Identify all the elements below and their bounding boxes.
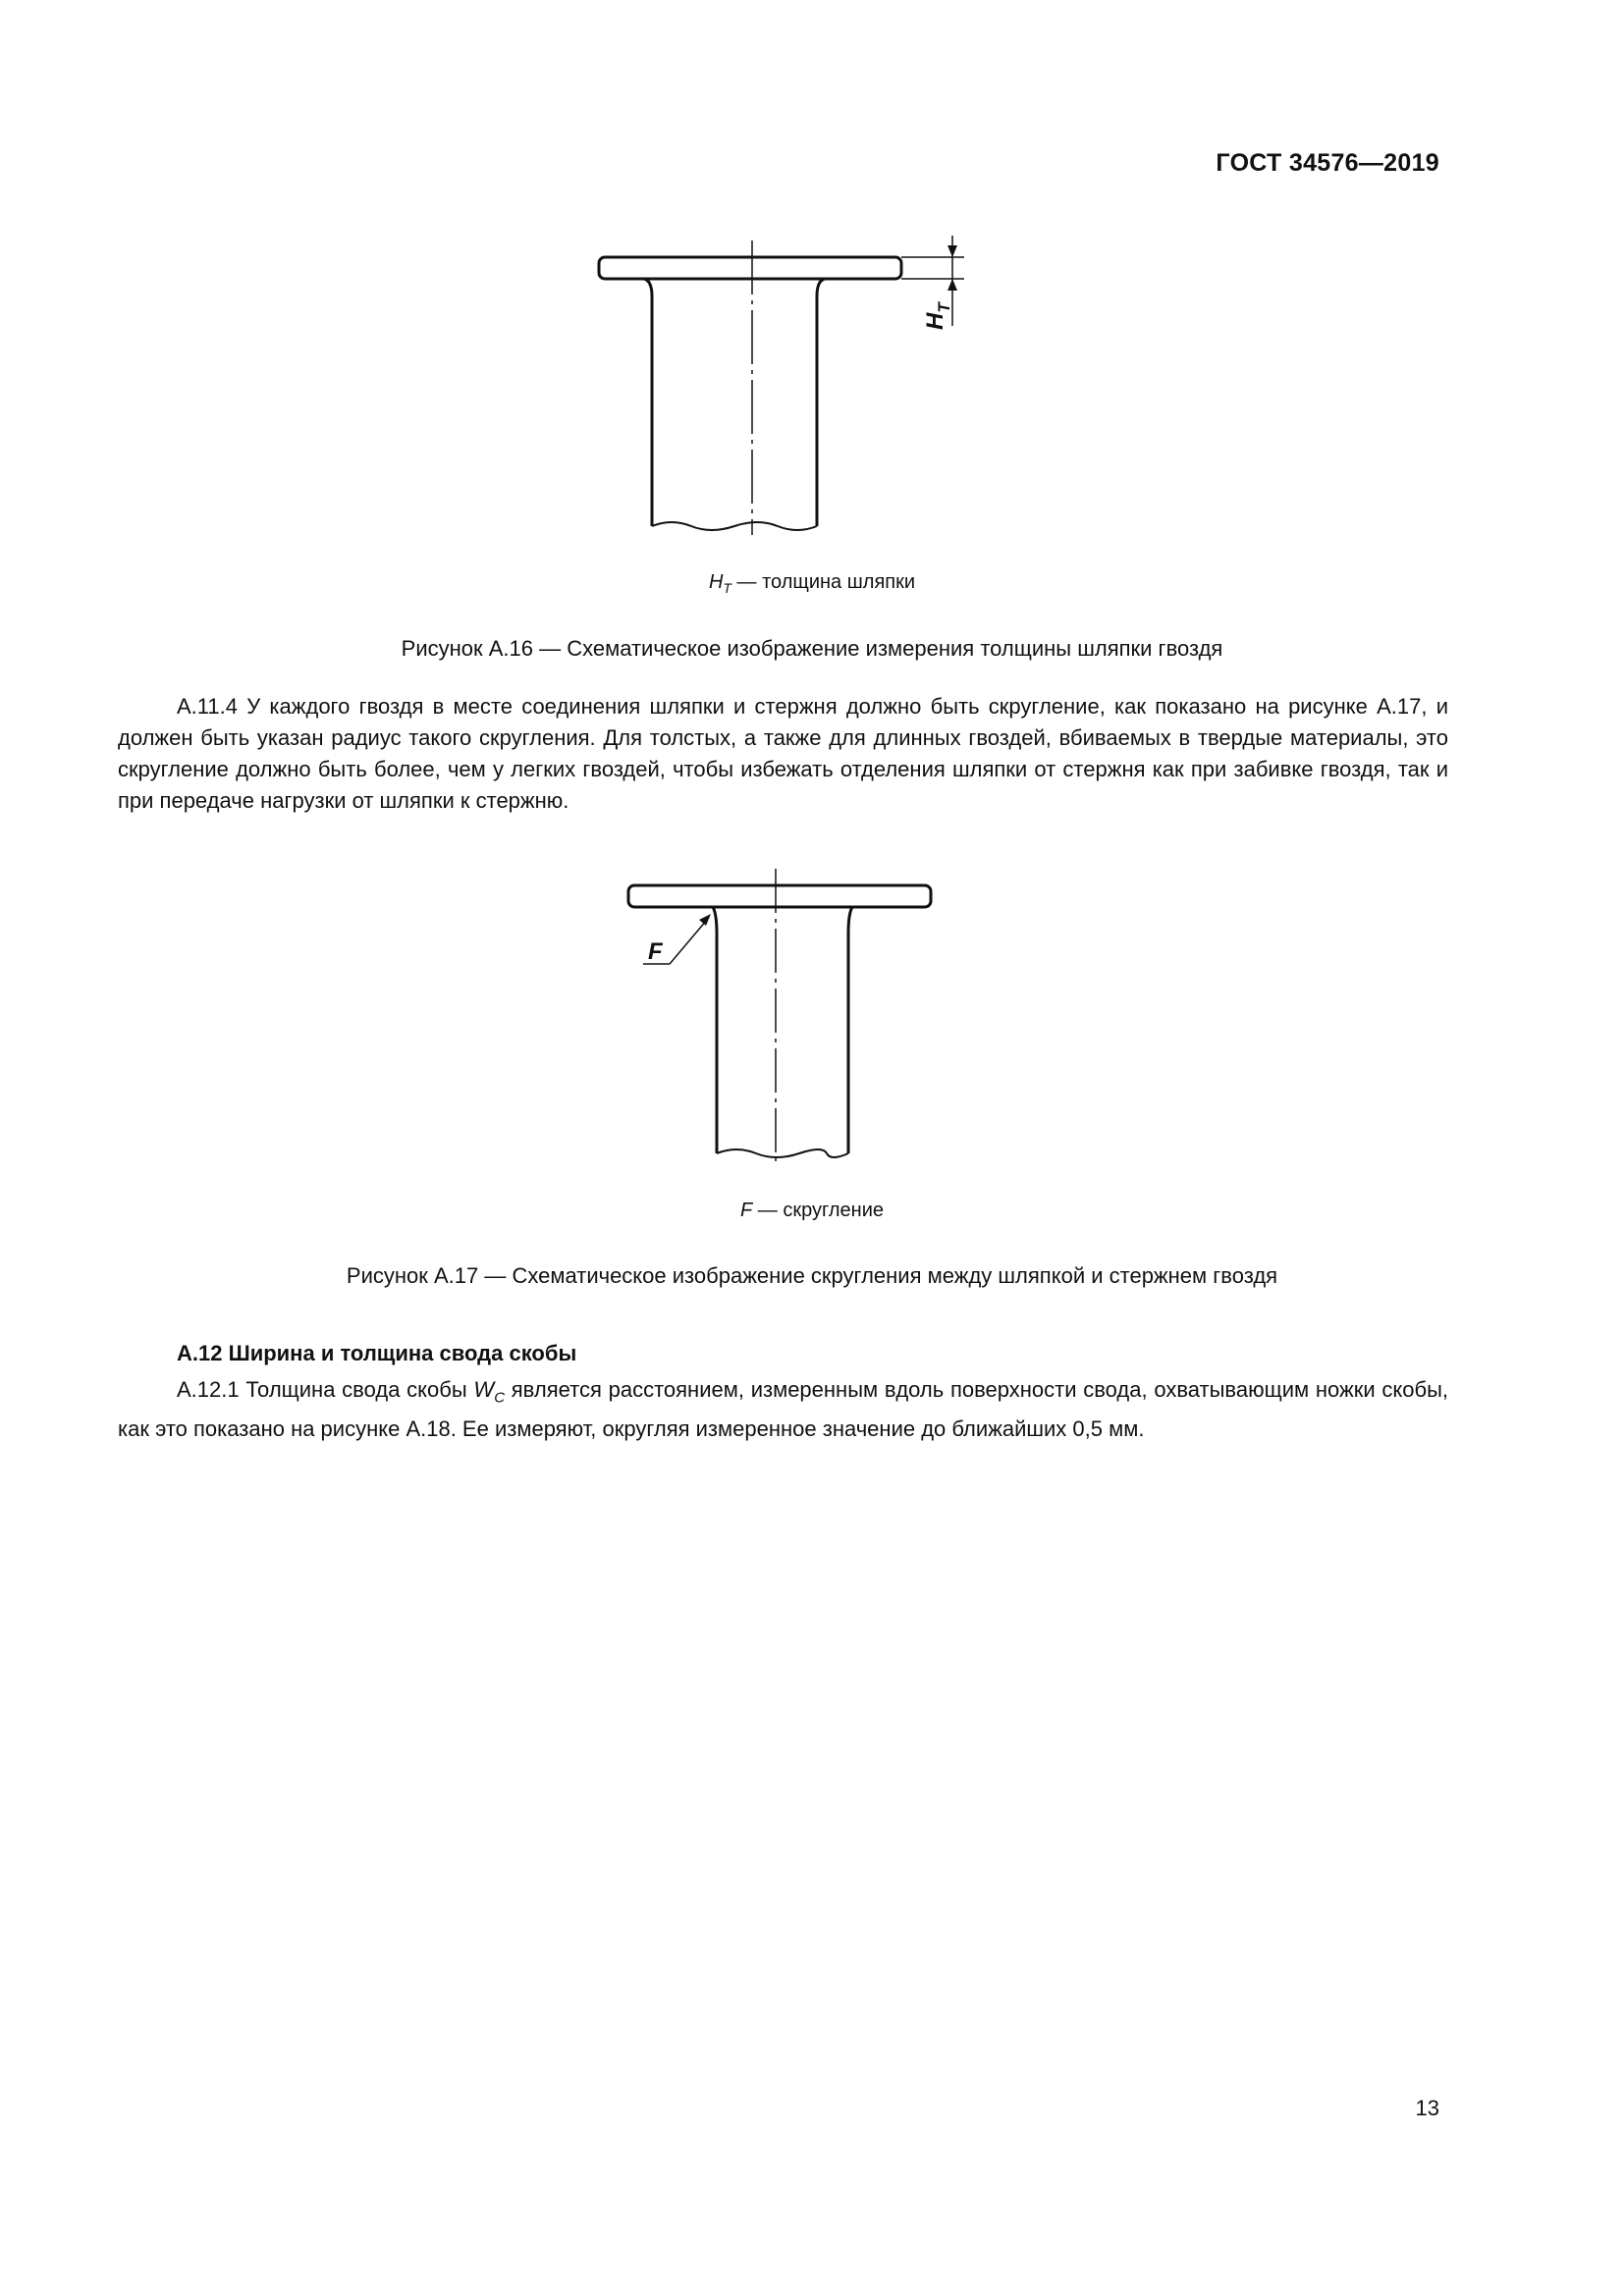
figure-a17-caption: Рисунок А.17 — Схематическое изображение скругления между шляпкой и стержнем гвоздя	[346, 1263, 1278, 1288]
nail-fillet-diagram	[619, 869, 943, 1163]
document-header: ГОСТ 34576—2019	[1216, 149, 1439, 177]
nail-shank	[644, 279, 825, 526]
paragraph-a11-4: А.11.4 У каждого гвоздя в месте соединения шляпки и стержня должно быть скругление, как показано на рисунке А.17, и должен быть указан радиус такого скругления. Для толстых, а также для длинных гвоздей, вбиваемых в твердые материалы, это скругление должно быть более, чем у легких гвоздей, чтобы избежать отделения шляпки от стержня как при забивке гвоздя, так и при передаче нагрузки от шляпки к стержню.	[118, 694, 1448, 813]
nail-shank	[713, 907, 852, 1153]
nail-head	[628, 885, 931, 907]
dimension-arrow-bottom	[947, 279, 957, 291]
dimension-label: $H_T$	[922, 302, 953, 330]
section-a12-heading: А.12 Ширина и толщина свода скобы	[177, 1341, 577, 1365]
leader-arrow	[699, 914, 711, 926]
dimension-arrow-top	[947, 245, 957, 257]
break-line	[717, 1149, 848, 1157]
figure-a16-legend: $H_T$ — толщина шляпки	[708, 571, 916, 596]
paragraph-a12-1: А.12.1 Толщина свода скобы $W_C$ является расстоянием, измеренным вдоль поверхности свода, охватывающим ножки скобы, как это показано на рисунке А.18. Ее измеряют, округляя измеренное значение до ближайших 0,5 мм.	[118, 1377, 1448, 1442]
fillet-label: F	[648, 938, 663, 965]
nail-head-thickness-diagram	[589, 236, 982, 540]
figure-a16-caption: Рисунок А.16 — Схематическое изображение измерения толщины шляпки гвоздя	[401, 636, 1223, 661]
figure-a17-drawing	[619, 869, 943, 1163]
nail-head	[599, 257, 901, 279]
leader-line	[670, 920, 707, 964]
figure-a16-drawing	[589, 236, 982, 540]
break-line	[652, 522, 817, 530]
figure-a17-legend: F — скругление	[740, 1200, 884, 1221]
page-number: 13	[1415, 2096, 1439, 2120]
